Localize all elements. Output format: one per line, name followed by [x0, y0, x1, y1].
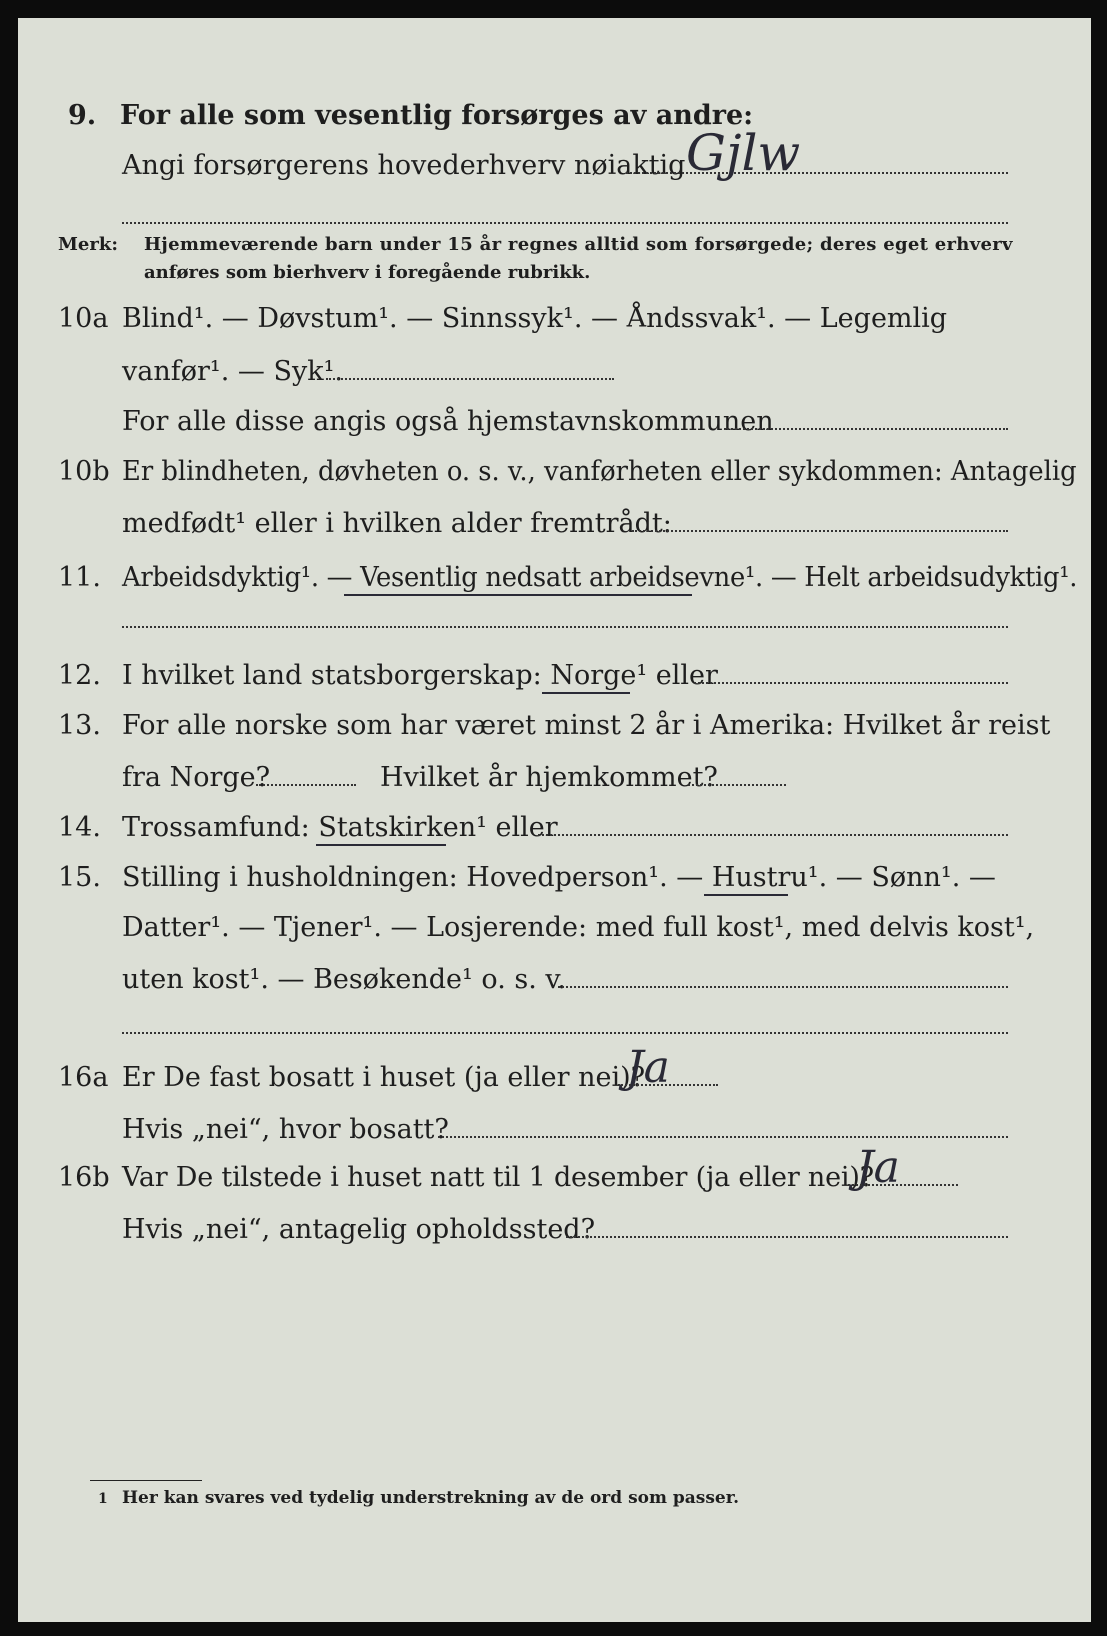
q16a-number: 16a [58, 1062, 109, 1093]
q14-number: 14. [58, 812, 101, 843]
q15-text-line3: uten kost¹. — Besøkende¹ o. s. v. [122, 964, 567, 995]
q16b-answer-line [848, 1184, 958, 1186]
q10a-hjemstavn-line [724, 428, 1008, 430]
q16a-text-line2: Hvis „nei“, hvor bosatt? [122, 1114, 449, 1145]
q10a-text-line3: For alle disse angis også hjemstavnskommunen [122, 406, 774, 437]
q14-text-line1: Trossamfund: Statskirken¹ eller [122, 812, 558, 843]
q12-answer-line [694, 682, 1008, 684]
q11-handwritten-underline [344, 594, 692, 596]
q10a-answer-line [326, 378, 614, 380]
q12-text-line1: I hvilket land statsborgerskap: Norge¹ eller [122, 660, 718, 691]
q11-number: 11. [58, 562, 101, 593]
q9-text-line1: For alle som vesentlig forsørges av andre: [120, 100, 754, 131]
census-form-page [18, 18, 1091, 1622]
q14-handwritten-underline [316, 844, 446, 846]
q15-text-line1: Stilling i husholdningen: Hovedperson¹. — Hustru¹. — Sønn¹. — [122, 862, 996, 893]
q13-hjemkommet-line [688, 784, 786, 786]
q10a-text-line1: Blind¹. — Døvstum¹. — Sinnssyk¹. — Åndssvak¹. — Legemlig [122, 303, 948, 334]
q13-text-line1: For alle norske som har været minst 2 år i Amerika: Hvilket år reist [122, 710, 1051, 741]
q9-extra-line [122, 222, 1008, 224]
q16a-text-line1: Er De fast bosatt i huset (ja eller nei)? [122, 1062, 646, 1093]
q15-handwritten-underline [704, 894, 788, 896]
q16a-answer-line [618, 1084, 718, 1086]
q16b-number: 16b [58, 1162, 110, 1193]
q15-answer-line [558, 986, 1008, 988]
q11-text-line1: Arbeidsdyktig¹. — Vesentlig nedsatt arbeidsevne¹. — Helt arbeidsudyktig¹. [122, 562, 1078, 593]
q12-handwritten-underline [542, 692, 630, 694]
q13-reist-line [256, 784, 356, 786]
q16b-handwritten-answer: Ja [856, 1142, 900, 1193]
footnote-rule [90, 1480, 202, 1481]
q15-text-line2: Datter¹. — Tjener¹. — Losjerende: med full kost¹, med delvis kost¹, [122, 912, 1035, 943]
q10a-text-line2: vanfør¹. — Syk¹. [122, 356, 343, 387]
q13-number: 13. [58, 710, 101, 741]
q13-text-line2b: Hvilket år hjemkommet? [380, 762, 718, 793]
q10b-answer-line [632, 530, 1008, 532]
q16a-handwritten-answer: Ja [626, 1042, 670, 1093]
q16b-opholdssted-line [566, 1236, 1008, 1238]
q14-answer-line [538, 834, 1008, 836]
q10b-text-line1: Er blindheten, døvheten o. s. v., vanførheten eller sykdommen: Antagelig [122, 456, 1077, 487]
q16a-bosatt-line [438, 1136, 1008, 1138]
q15-extra-line [122, 1032, 1008, 1034]
q9-number: 9. [68, 100, 97, 131]
q11-extra-line [122, 626, 1008, 628]
q16b-text-line1: Var De tilstede i huset natt til 1 desember (ja eller nei)? [122, 1162, 874, 1193]
q16b-text-line2: Hvis „nei“, antagelig opholdssted? [122, 1214, 596, 1245]
q10b-text-line2: medfødt¹ eller i hvilken alder fremtrådt: [122, 508, 672, 539]
q9-handwritten-answer: Gjlw [686, 124, 801, 182]
q9-text-line2: Angi forsørgerens hovederhverv nøiaktig [122, 150, 686, 181]
merk-text-line1: Hjemmeværende barn under 15 år regnes alltid som forsørgede; deres eget erhverv [144, 234, 1013, 255]
merk-label: Merk: [58, 234, 118, 255]
q15-number: 15. [58, 862, 101, 893]
q10a-number: 10a [58, 303, 109, 334]
q12-number: 12. [58, 660, 101, 691]
q13-text-line2a: fra Norge? [122, 762, 271, 793]
q10b-number: 10b [58, 456, 110, 487]
q9-answer-line [626, 172, 1008, 174]
footnote-mark: 1 [98, 1491, 108, 1507]
merk-text-line2: anføres som bierhverv i foregående rubrikk. [144, 262, 591, 283]
footnote-text: Her kan svares ved tydelig understrekning av de ord som passer. [122, 1488, 740, 1508]
